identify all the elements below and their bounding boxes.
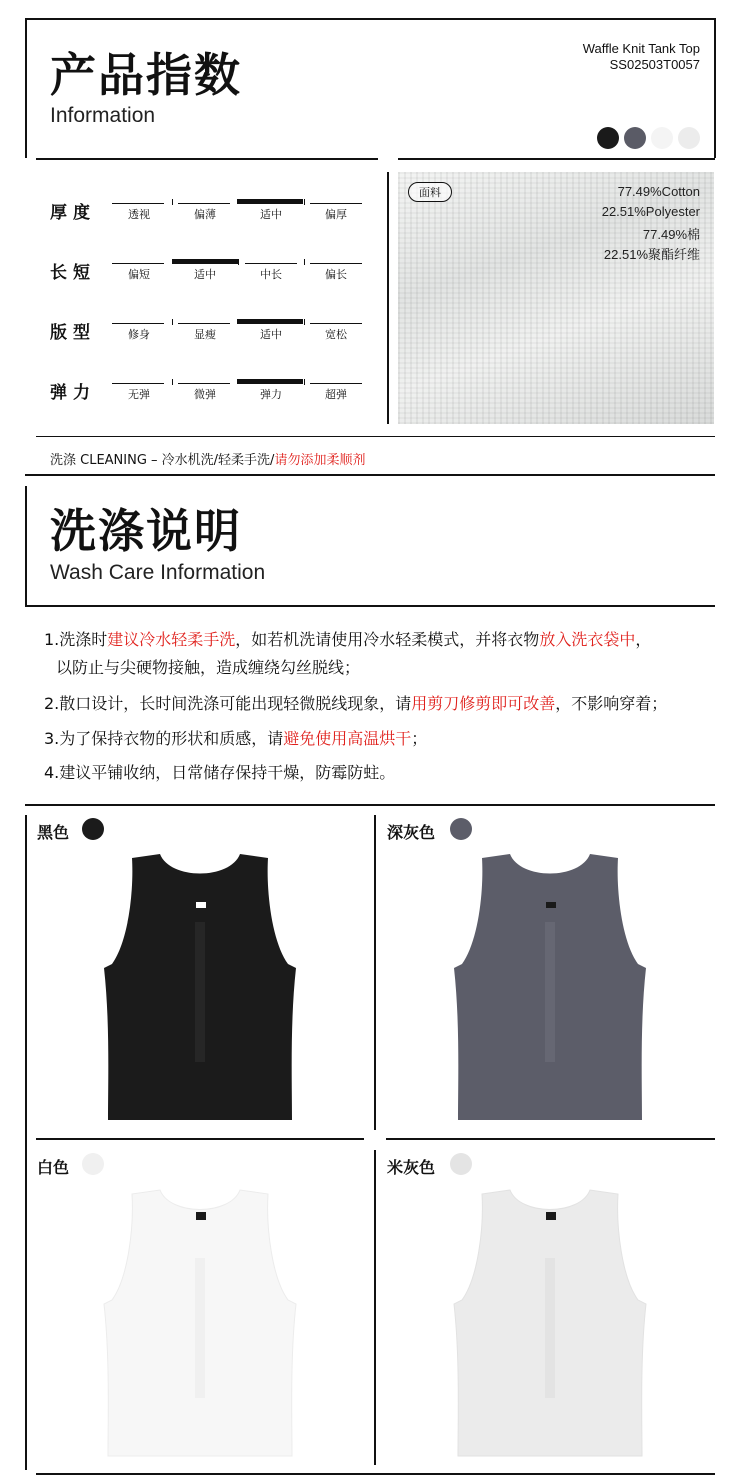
index-option-selected: 适中 [260, 208, 282, 221]
index-label-fit: 版型 [50, 323, 96, 343]
cleaning-note: 洗涤 CLEANING – 冷水机洗/轻柔手洗/请勿添加柔顺剂 [50, 453, 366, 468]
page-title: 产品指数 [50, 48, 242, 102]
color-dot-white [82, 1153, 104, 1175]
tank-top-white-image [100, 1188, 300, 1460]
index-label-elasticity: 弹力 [50, 383, 96, 403]
index-option: 宽松 [325, 328, 347, 341]
tank-top-beige-gray-image [450, 1188, 650, 1460]
index-option: 偏薄 [194, 208, 216, 221]
index-label-length: 长短 [50, 263, 96, 283]
color-swatch-dark-gray[interactable] [624, 127, 646, 149]
color-dot-beige-gray [450, 1153, 472, 1175]
fabric-composition: 22.51%聚酯纤维 [603, 247, 700, 262]
index-option: 微弹 [194, 388, 216, 401]
index-option-selected: 适中 [194, 268, 216, 281]
wash-subtitle: Wash Care Information [50, 561, 266, 584]
index-option: 中长 [260, 268, 282, 281]
color-label-black: 黑色 [37, 823, 70, 842]
index-option: 偏短 [128, 268, 150, 281]
wash-item-3: 3.为了保持衣物的形状和质感，请避免使用高温烘干； [44, 729, 428, 748]
index-option-selected: 弹力 [260, 388, 282, 401]
color-label-white: 白色 [37, 1158, 70, 1177]
color-swatch-white[interactable] [651, 127, 673, 149]
index-option: 超弹 [325, 388, 347, 401]
fabric-composition: 77.49%Cotton [617, 184, 700, 199]
wash-title: 洗涤说明 [50, 504, 242, 558]
wash-item-2: 2.散口设计，长时间洗涤可能出现轻微脱线现象，请用剪刀修剪即可改善，不影响穿着； [44, 694, 668, 713]
color-swatch-black[interactable] [597, 127, 619, 149]
index-option-selected: 适中 [260, 328, 282, 341]
index-option: 偏长 [325, 268, 347, 281]
tank-top-black-image [100, 852, 300, 1124]
index-label-thickness: 厚度 [50, 203, 96, 223]
page-subtitle: Information [50, 104, 156, 127]
color-dot-dark-gray [450, 818, 472, 840]
index-option: 无弹 [128, 388, 150, 401]
color-label-dark-gray: 深灰色 [387, 823, 436, 842]
product-name: Waffle Knit Tank Top [582, 41, 700, 56]
fabric-composition: 22.51%Polyester [601, 204, 700, 219]
index-option: 偏厚 [325, 208, 347, 221]
color-swatch-beige-gray[interactable] [678, 127, 700, 149]
wash-item-1: 1.洗涤时建议冷水轻柔手洗，如若机洗请使用冷水轻柔模式，并将衣物放入洗衣袋中， [44, 630, 652, 649]
index-option: 显瘦 [194, 328, 216, 341]
index-option: 透视 [128, 208, 150, 221]
fabric-texture-image [398, 172, 714, 424]
color-label-beige-gray: 米灰色 [387, 1158, 436, 1177]
index-option: 修身 [128, 328, 150, 341]
color-dot-black [82, 818, 104, 840]
tank-top-dark-gray-image [450, 852, 650, 1124]
fabric-composition: 77.49%棉 [642, 227, 700, 242]
cleaning-warning: 请勿添加柔顺剂 [274, 453, 366, 468]
wash-item-1-cont: 以防止与尖硬物接触，造成缠绕勾丝脱线； [56, 658, 361, 677]
fabric-tag: 面料 [408, 182, 452, 202]
wash-item-4: 4.建议平铺收纳，日常储存保持干燥，防霉防蛀。 [44, 763, 396, 782]
product-code: SS02503T0057 [609, 57, 700, 72]
